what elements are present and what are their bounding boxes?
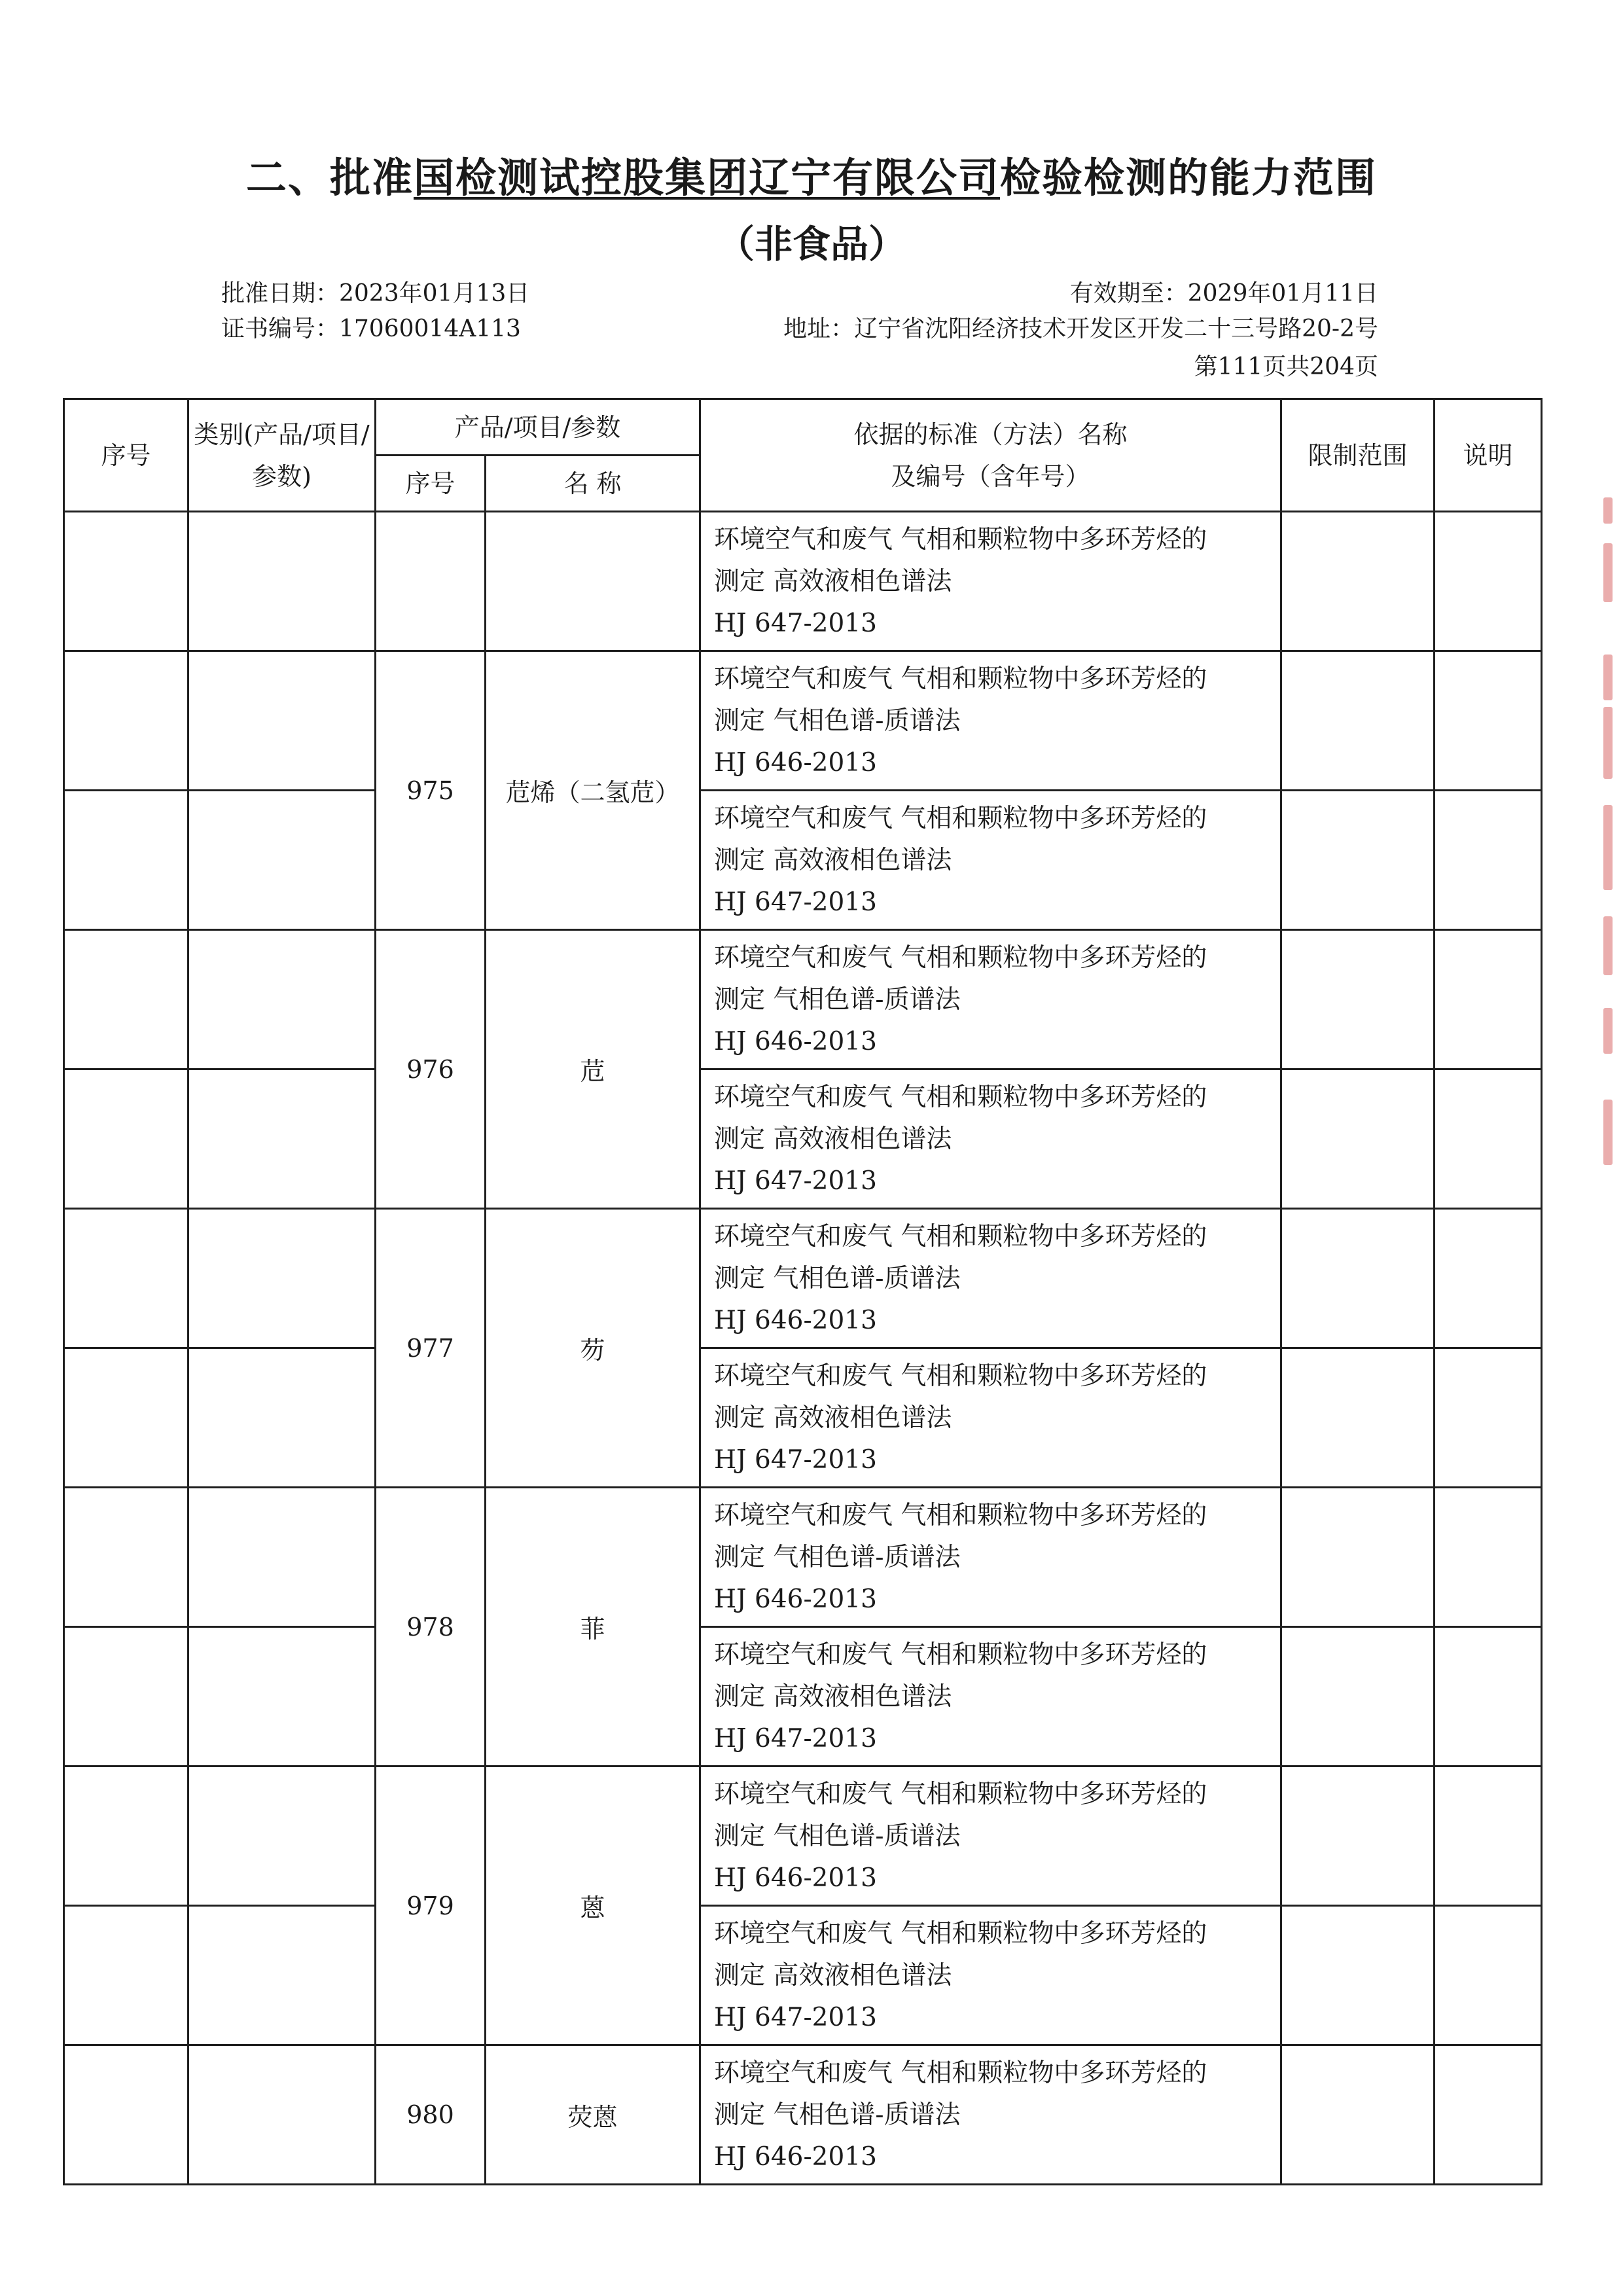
standard-cell	[700, 651, 1281, 791]
category-cell	[188, 1627, 376, 1767]
standard-title-line2: 测定 气相色谱-质谱法	[714, 1821, 961, 1851]
standard-title-line2: 测定 高效液相色谱法	[714, 1403, 952, 1433]
limit-cell	[1281, 2045, 1435, 2185]
seq-cell	[64, 1767, 188, 1906]
table-row	[64, 791, 1542, 930]
standard-title-line1: 环境空气和废气 气相和颗粒物中多环芳烃的	[714, 1919, 1207, 1948]
note-cell	[1435, 512, 1542, 651]
seq-cell	[64, 2045, 188, 2185]
table-row	[64, 1488, 1542, 1627]
standard-cell	[700, 1627, 1281, 1767]
table-row	[64, 2045, 1542, 2185]
seal-mark	[1603, 543, 1613, 602]
item-number: 975	[376, 651, 486, 930]
sub-seq-cell	[376, 512, 486, 651]
item-name: 荧蒽	[486, 2045, 700, 2185]
standard-title-line1: 环境空气和废气 气相和颗粒物中多环芳烃的	[714, 1501, 1207, 1530]
standard-title-line2: 测定 气相色谱-质谱法	[714, 1264, 961, 1293]
seq-cell	[64, 930, 188, 1069]
standard-title-line1: 环境空气和废气 气相和颗粒物中多环芳烃的	[714, 804, 1207, 833]
category-cell	[188, 1906, 376, 2045]
standard-title-line1: 环境空气和废气 气相和颗粒物中多环芳烃的	[714, 1640, 1207, 1670]
valid-until: 有效期至：2029年01月11日	[1069, 280, 1378, 307]
category-cell	[188, 1209, 376, 1348]
item-name: 苊	[486, 930, 700, 1209]
standard-title-line2: 测定 气相色谱-质谱法	[714, 1543, 961, 1572]
seal-mark	[1603, 1008, 1613, 1054]
standard-title-line2: 测定 高效液相色谱法	[714, 567, 952, 596]
seal-mark	[1603, 916, 1613, 975]
note-cell	[1435, 1069, 1542, 1209]
header-limit: 限制范围	[1281, 399, 1435, 512]
standard-code: HJ 647-2013	[714, 2003, 877, 2032]
standard-title-line1: 环境空气和废气 气相和颗粒物中多环芳烃的	[714, 664, 1207, 694]
approval-date: 批准日期：2023年01月13日	[221, 280, 530, 307]
header-sub-seq: 序号	[376, 456, 486, 512]
seq-cell	[64, 1069, 188, 1209]
standard-title-line1: 环境空气和废气 气相和颗粒物中多环芳烃的	[714, 2058, 1207, 2088]
standard-cell	[700, 1069, 1281, 1209]
table-row	[64, 1069, 1542, 1209]
seq-cell	[64, 1348, 188, 1488]
page-title	[0, 145, 1623, 204]
seq-cell	[64, 651, 188, 791]
standard-code: HJ 647-2013	[714, 1445, 877, 1475]
standard-title-line1: 环境空气和废气 气相和颗粒物中多环芳烃的	[714, 1083, 1207, 1112]
note-cell	[1435, 1209, 1542, 1348]
page-number: 第111页共204页	[1194, 353, 1378, 380]
item-name: 苊烯（二氢苊）	[486, 651, 700, 930]
limit-cell	[1281, 930, 1435, 1069]
page-subtitle: （非食品）	[716, 222, 906, 266]
standard-cell	[700, 1209, 1281, 1348]
seal-mark	[1603, 497, 1613, 524]
table-row	[64, 512, 1542, 651]
address: 地址：辽宁省沈阳经济技术开发区开发二十三号路20-2号	[783, 315, 1378, 342]
standard-title-line2: 测定 气相色谱-质谱法	[714, 985, 961, 1014]
certificate-number: 证书编号：17060014A113	[221, 315, 521, 342]
seq-cell	[64, 1488, 188, 1627]
note-cell	[1435, 1627, 1542, 1767]
organization-name: 国检测试控股集团辽宁有限公司	[413, 154, 1000, 202]
standard-code: HJ 646-2013	[714, 2142, 877, 2172]
limit-cell	[1281, 1488, 1435, 1627]
category-cell	[188, 930, 376, 1069]
standard-code: HJ 646-2013	[714, 1585, 877, 1614]
table-row	[64, 1767, 1542, 1906]
standard-title-line1: 环境空气和废气 气相和颗粒物中多环芳烃的	[714, 525, 1207, 554]
category-cell	[188, 1767, 376, 1906]
item-number: 976	[376, 930, 486, 1209]
note-cell	[1435, 791, 1542, 930]
standard-code: HJ 647-2013	[714, 888, 877, 917]
limit-cell	[1281, 1906, 1435, 2045]
seq-cell	[64, 1209, 188, 1348]
standard-title-line2: 测定 气相色谱-质谱法	[714, 706, 961, 736]
limit-cell	[1281, 791, 1435, 930]
standard-code: HJ 646-2013	[714, 748, 877, 778]
title-suffix: 检验检测的能力范围	[1000, 154, 1378, 202]
category-cell	[188, 1488, 376, 1627]
standard-cell	[700, 1767, 1281, 1906]
table-row	[64, 1906, 1542, 2045]
item-name: 蒽	[486, 1767, 700, 2045]
standard-title-line2: 测定 高效液相色谱法	[714, 1961, 952, 1990]
header-sub-name: 名 称	[486, 456, 700, 512]
standard-title-line1: 环境空气和废气 气相和颗粒物中多环芳烃的	[714, 1222, 1207, 1251]
capability-scope-table	[63, 398, 1543, 2185]
header-product-group: 产品/项目/参数	[376, 399, 700, 456]
header-standard	[700, 399, 1281, 512]
limit-cell	[1281, 1209, 1435, 1348]
standard-title-line1: 环境空气和废气 气相和颗粒物中多环芳烃的	[714, 1780, 1207, 1809]
note-cell	[1435, 651, 1542, 791]
standard-cell	[700, 791, 1281, 930]
limit-cell	[1281, 1348, 1435, 1488]
standard-code: HJ 646-2013	[714, 1306, 877, 1335]
standard-title-line1: 环境空气和废气 气相和颗粒物中多环芳烃的	[714, 943, 1207, 973]
category-cell	[188, 2045, 376, 2185]
standard-title-line2: 测定 高效液相色谱法	[714, 1682, 952, 1712]
seq-cell	[64, 1627, 188, 1767]
standard-code: HJ 647-2013	[714, 1166, 877, 1196]
header-seq: 序号	[64, 399, 188, 512]
item-number: 979	[376, 1767, 486, 2045]
standard-cell	[700, 512, 1281, 651]
standard-title-line2: 测定 气相色谱-质谱法	[714, 2100, 961, 2130]
item-name: 芴	[486, 1209, 700, 1488]
note-cell	[1435, 1348, 1542, 1488]
standard-title-line1: 环境空气和废气 气相和颗粒物中多环芳烃的	[714, 1361, 1207, 1391]
standard-cell	[700, 930, 1281, 1069]
table-row	[64, 1209, 1542, 1348]
seal-mark	[1603, 805, 1613, 890]
note-cell	[1435, 1906, 1542, 2045]
header-standard-line1: 依据的标准（方法）名称	[853, 420, 1128, 449]
header-category: 类别(产品/项目/参数)	[188, 399, 376, 512]
standard-title-line2: 测定 高效液相色谱法	[714, 846, 952, 875]
table-row	[64, 1348, 1542, 1488]
limit-cell	[1281, 1627, 1435, 1767]
category-cell	[188, 1348, 376, 1488]
limit-cell	[1281, 512, 1435, 651]
table-row	[64, 930, 1542, 1069]
table-row	[64, 1627, 1542, 1767]
standard-code: HJ 646-2013	[714, 1863, 877, 1893]
note-cell	[1435, 2045, 1542, 2185]
limit-cell	[1281, 1767, 1435, 1906]
category-cell	[188, 512, 376, 651]
title-prefix: 二、批准	[245, 154, 414, 202]
item-name: 菲	[486, 1488, 700, 1767]
standard-cell	[700, 2045, 1281, 2185]
item-number: 980	[376, 2045, 486, 2185]
note-cell	[1435, 1767, 1542, 1906]
item-number: 978	[376, 1488, 486, 1767]
seq-cell	[64, 512, 188, 651]
standard-cell	[700, 1348, 1281, 1488]
seq-cell	[64, 791, 188, 930]
standard-cell	[700, 1488, 1281, 1627]
note-cell	[1435, 930, 1542, 1069]
limit-cell	[1281, 1069, 1435, 1209]
limit-cell	[1281, 651, 1435, 791]
standard-cell	[700, 1906, 1281, 2045]
seal-mark	[1603, 707, 1613, 779]
seal-mark	[1603, 655, 1613, 700]
note-cell	[1435, 1488, 1542, 1627]
header-standard-line2: 及编号（含年号）	[891, 461, 1090, 491]
standard-title-line2: 测定 高效液相色谱法	[714, 1124, 952, 1154]
seq-cell	[64, 1906, 188, 2045]
table-row	[64, 651, 1542, 791]
standard-code: HJ 646-2013	[714, 1027, 877, 1056]
standard-code: HJ 647-2013	[714, 609, 877, 638]
category-cell	[188, 1069, 376, 1209]
category-cell	[188, 791, 376, 930]
seal-mark	[1603, 1100, 1613, 1165]
header-note: 说明	[1435, 399, 1542, 512]
category-cell	[188, 651, 376, 791]
standard-code: HJ 647-2013	[714, 1724, 877, 1753]
item-number: 977	[376, 1209, 486, 1488]
sub-name-cell	[486, 512, 700, 651]
